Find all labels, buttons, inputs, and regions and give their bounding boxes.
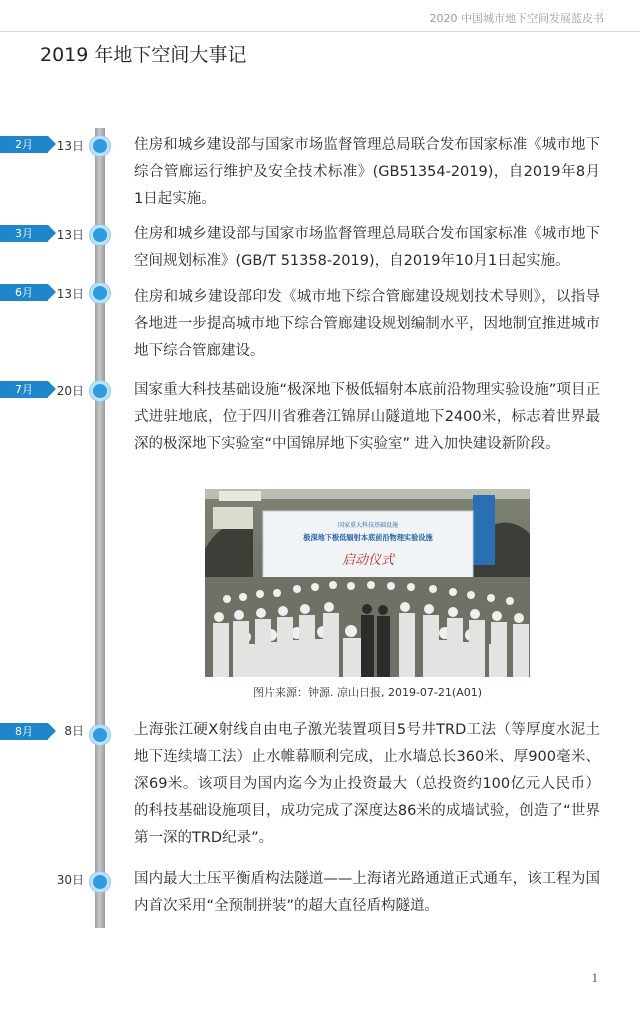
photo-banner-main: 极深地下极低辐射本底前沿物理实验设施 [303,533,433,542]
page-title: 2019 年地下空间大事记 [40,44,247,66]
event-text: 上海张江硬X射线自由电子激光装置项目5号井TRD工法（等厚度水泥土地下连续墙工法）止水帷幕顺利完成，止水墙总长360米、厚900毫米、深69米。该项目为国内迄今为止投资最大（总投资约100亿元人民币）的科技基础设施项目，成功完成了深度达86米的成墙试验，创造了“世界第一深的TRD纪录”。 [134,722,600,846]
day-label: 13日 [56,287,84,301]
timeline-node [90,136,110,156]
photo-banner-script: 启动仪式 [341,553,395,568]
event-text: 国家重大科技基础设施“极深地下极低辐射本底前沿物理实验设施”项目正式进驻地底，位于四川省雅砻江锦屏山隧道地下2400米，标志着世界最深的极深地下实验室“中国锦屏地下实验室” 进入加快建设新阶段。 [134,382,600,452]
running-header: 2020 中国城市地下空间发展蓝皮书 [429,12,604,25]
timeline-node [90,283,110,303]
timeline-node [90,225,110,245]
timeline-node [90,725,110,745]
month-tag-mar: 3月 [0,225,48,242]
month-tag-aug: 8月 [0,723,48,740]
timeline-node [90,872,110,892]
event-text: 住房和城乡建设部与国家市场监督管理总局联合发布国家标准《城市地下综合管廊运行维护及安全技术标准》(GB51354-2019)，自2019年8月1日起实施。 [134,137,600,207]
page-number: 1 [591,970,598,985]
day-label: 30日 [56,873,84,887]
month-tag-jun: 6月 [0,284,48,301]
timeline-node [90,381,110,401]
timeline-bar [95,128,105,928]
event-text: 住房和城乡建设部与国家市场监督管理总局联合发布国家标准《城市地下空间规划标准》(GB/T 51358-2019)，自2019年10月1日起实施。 [134,226,600,269]
event-text: 住房和城乡建设部印发《城市地下综合管廊建设规划技术导则》，以指导各地进一步提高城市地下综合管廊建设规划编制水平，因地制宜推进城市地下综合管廊建设。 [134,289,600,359]
day-label: 20日 [56,384,84,398]
event-photo [205,489,530,677]
month-tag-jul: 7月 [0,381,48,398]
photo-caption: 图片来源：钟源. 凉山日报, 2019-07-21(A01) [252,686,483,699]
header-divider [0,31,640,32]
event-text: 国内最大土压平衡盾构法隧道——上海诸光路通道正式通车，该工程为国内首次采用“全预制拼装”的超大直径盾构隧道。 [134,871,600,914]
day-label: 13日 [56,139,84,153]
day-label: 13日 [56,228,84,242]
month-tag-feb: 2月 [0,136,48,153]
photo-banner-top: 国家重大科技基础设施 [337,522,399,529]
day-label: 8日 [64,724,84,738]
